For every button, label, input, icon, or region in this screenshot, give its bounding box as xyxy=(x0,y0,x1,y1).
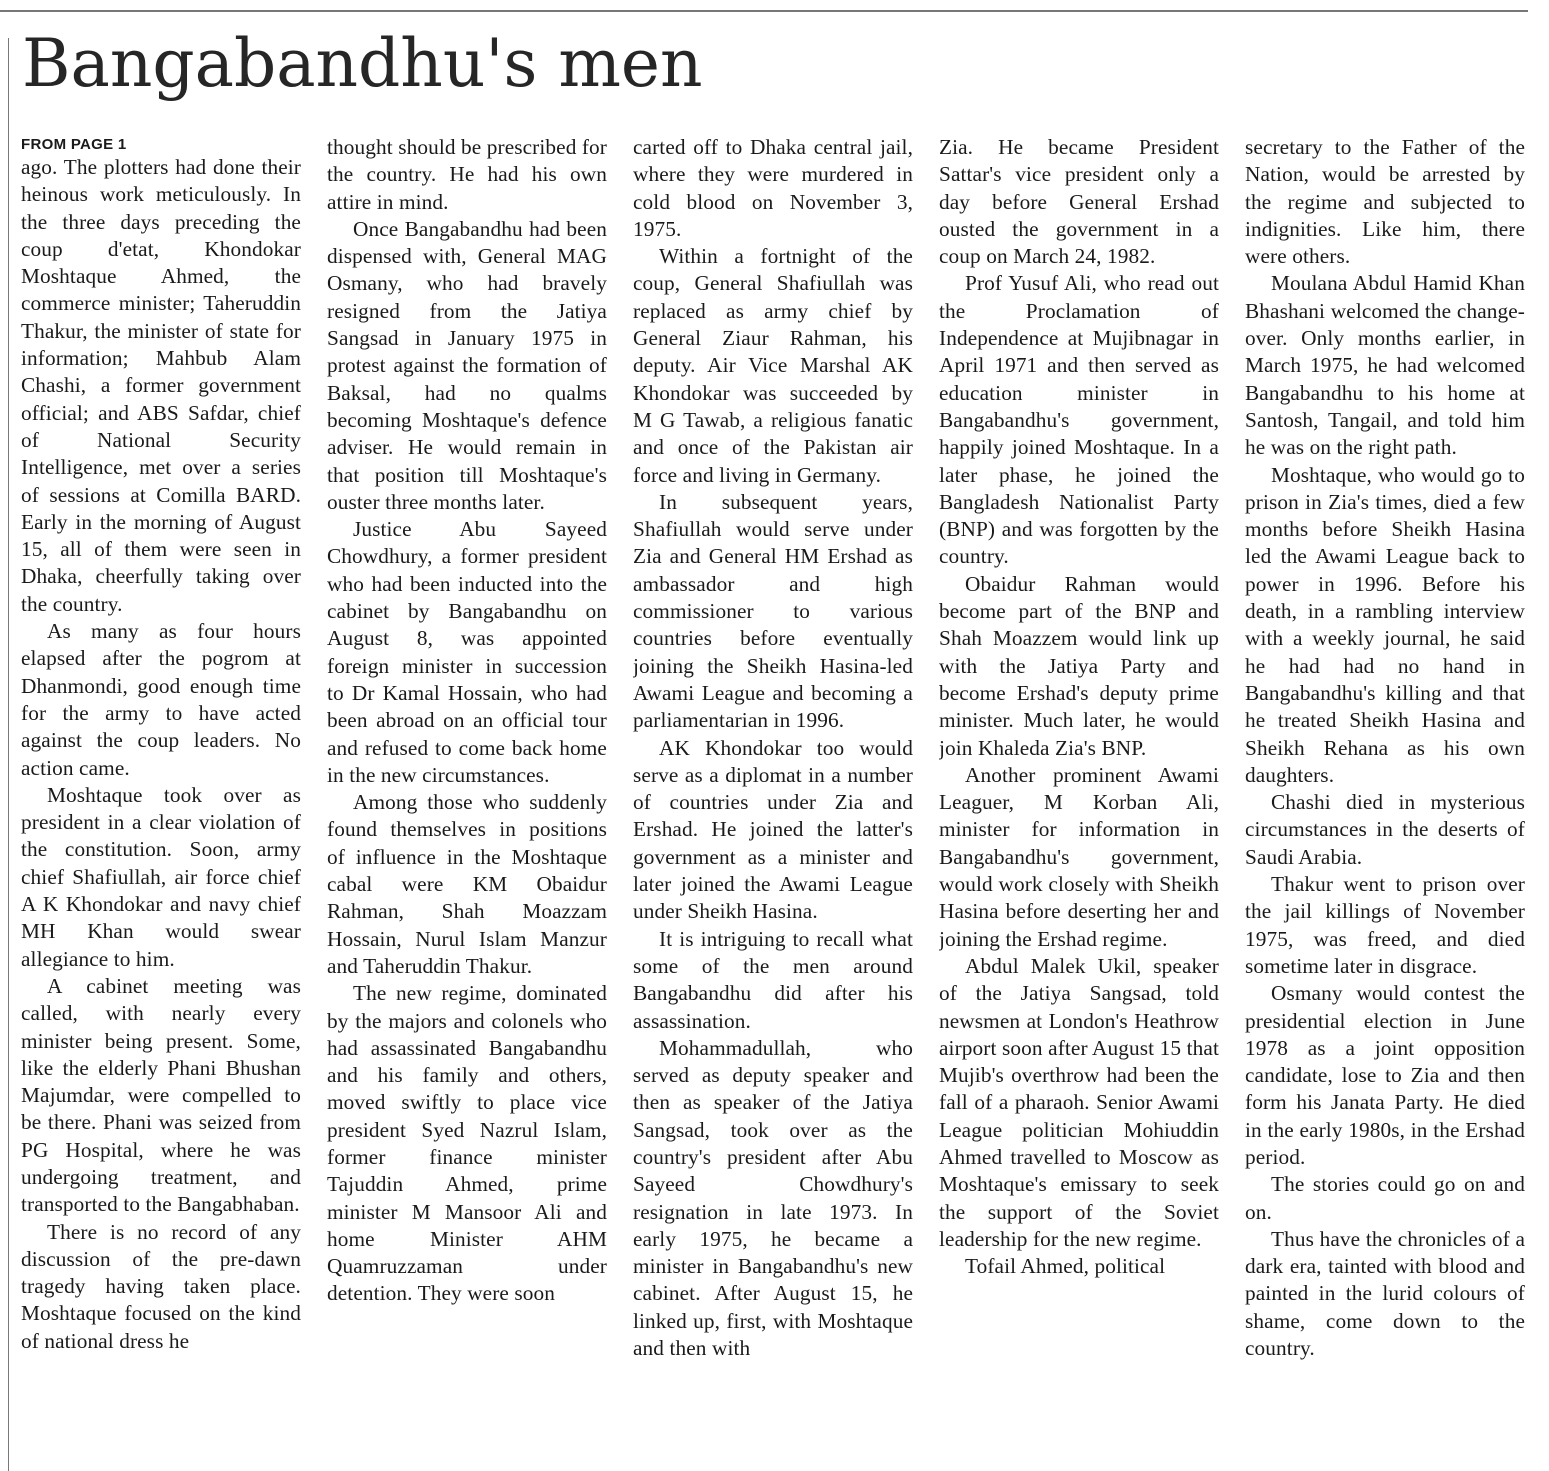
jump-label: FROM PAGE 1 xyxy=(21,136,127,153)
paragraph: A cabinet meeting was called, with nearly every minister being present. Some, like the elderly Phani Bhushan Majumdar, were compelled to be there. Phani was seized from PG Hospital, where he was undergoing treatment, and transported to the Bangabhaban. xyxy=(21,973,301,1217)
paragraph: Moulana Abdul Hamid Khan Bhashani welcomed the change-over. Only months earlier, in March 1975, he had welcomed Bangabandhu to his home at Santosh, Tangail, and told him he was on the right path. xyxy=(1245,271,1525,460)
paragraph: Obaidur Rahman would become part of the BNP and Shah Moazzem would link up with the Jatiya Party and become Ershad's deputy prime minister. Much later, he would join Khaleda Zia's BNP. xyxy=(939,571,1219,760)
article-column-3 xyxy=(633,134,913,1471)
paragraph: Moshtaque took over as president in a clear violation of the constitution. Soon, army chief Shafiullah, air force chief A K Khondokar and navy chief MH Khan would swear allegiance to him. xyxy=(21,782,301,971)
article-body xyxy=(21,134,1528,1471)
article-column-1 xyxy=(21,134,301,1471)
article-column-2 xyxy=(327,134,607,1471)
paragraph: Zia. He became President Sattar's vice president only a day before General Ershad ousted the government in a coup on March 24, 1982. xyxy=(939,135,1219,269)
paragraph: Osmany would contest the presidential election in June 1978 as a joint opposition candidate, lose to Zia and then form his Janata Party. He died in the early 1980s, in the Ershad period. xyxy=(1245,981,1525,1169)
paragraph: ago. The plotters had done their heinous work meticulously. In the three days preceding the coup d'etat, Khondokar Moshtaque Ahmed, the commerce minister; Taheruddin Thakur, the minister of state for information; Mahbub Alam Chashi, a former government official; and ABS Safdar, chief of National Security Intelligence, met over a series of sessions at Comilla BARD. Early in the morning of August 15, all of them were seen in Dhaka, cheerfully taking over the country. xyxy=(21,155,301,616)
headline: Bangabandhu's men xyxy=(22,25,703,102)
paragraph: Among those who suddenly found themselves in positions of influence in the Moshtaque cabal were KM Obaidur Rahman, Shah Moazzam Hossain, Nurul Islam Manzur and Taheruddin Thakur. xyxy=(327,790,607,978)
paragraph: Justice Abu Sayeed Chowdhury, a former president who had been inducted into the cabinet by Bangabandhu on August 8, was appointed foreign minister in succession to Dr Kamal Hossain, who had been abroad on an official tour and refused to come back home in the new circumstances. xyxy=(327,517,607,787)
paragraph: There is no record of any discussion of the pre-dawn tragedy having taken place. Moshtaque focused on the kind of national dress he xyxy=(21,1219,301,1353)
paragraph: The new regime, dominated by the majors and colonels who had assassinated Bangabandhu and his family and others, moved swiftly to place vice president Syed Nazrul Islam, former finance minister Tajuddin Ahmed, prime minister M Mansoor Ali and home Minister AHM Quamruzzaman under detention. They were soon xyxy=(327,981,607,1306)
paragraph: In subsequent years, Shafiullah would serve under Zia and General HM Ershad as ambassador and high commissioner to various countries before eventually joining the Sheikh Hasina-led Awami League and becoming a parliamentarian in 1996. xyxy=(633,489,913,733)
paragraph: Moshtaque, who would go to prison in Zia's times, died a few months before Sheikh Hasina led the Awami League back to power in 1996. Before his death, in a rambling interview with a weekly journal, he said he had had no hand in Bangabandhu's killing and that he treated Sheikh Hasina and Sheikh Rehana as his own daughters. xyxy=(1245,462,1525,787)
paragraph: Prof Yusuf Ali, who read out the Proclamation of Independence at Mujibnagar in April 1971 and then served as education minister in Bangabandhu's government, happily joined Moshtaque. In a later phase, he joined the Bangladesh Nationalist Party (BNP) and was forgotten by the country. xyxy=(939,271,1219,569)
paragraph: Chashi died in mysterious circumstances in the deserts of Saudi Arabia. xyxy=(1245,790,1525,869)
article-column-4 xyxy=(939,134,1219,1471)
paragraph: Within a fortnight of the coup, General Shafiullah was replaced as army chief by General Ziaur Rahman, his deputy. Air Vice Marshal AK Khondokar was succeeded by M G Tawab, a religious fanatic and once of the Pakistan air force and living in Germany. xyxy=(633,244,913,487)
paragraph: Tofail Ahmed, political xyxy=(965,1254,1166,1279)
paragraph: Another prominent Awami Leaguer, M Korban Ali, minister for information in Bangabandhu's government, would work closely with Sheikh Hasina before deserting her and joining the Ershad regime. xyxy=(939,762,1219,951)
left-column-rule xyxy=(8,38,9,1471)
paragraph: The stories could go on and on. xyxy=(1245,1172,1525,1224)
paragraph: It is intriguing to recall what some of the men around Bangabandhu did after his assassination. xyxy=(633,926,913,1033)
paragraph: Once Bangabandhu had been dispensed with, General MAG Osmany, who had bravely resigned from the Jatiya Sangsad in January 1975 in protest against the formation of Baksal, had no qualms becoming Moshtaque's defence adviser. He would remain in that position till Moshtaque's ouster three months later. xyxy=(327,216,607,514)
paragraph: Abdul Malek Ukil, speaker of the Jatiya Sangsad, told newsmen at London's Heathrow airport soon after August 15 that Mujib's overthrow had been the fall of a pharaoh. Senior Awami League politician Mohiuddin Ahmed travelled to Moscow as Moshtaque's emissary to seek the support of the Soviet leadership for the new regime. xyxy=(939,953,1219,1251)
paragraph: As many as four hours elapsed after the pogrom at Dhanmondi, good enough time for the army to have acted against the coup leaders. No action came. xyxy=(21,619,301,780)
paragraph: Thus have the chronicles of a dark era, tainted with blood and painted in the lurid colours of shame, come down to the country. xyxy=(1245,1226,1525,1361)
paragraph: AK Khondokar too would serve as a diplomat in a number of countries under Zia and Ershad. He joined the latter's government as a minister and later joined the Awami League under Sheikh Hasina. xyxy=(633,735,913,924)
top-rule xyxy=(0,10,1528,12)
paragraph: thought should be prescribed for the country. He had his own attire in mind. xyxy=(327,135,607,214)
paragraph: secretary to the Father of the Nation, would be arrested by the regime and subjected to indignities. Like him, there were others. xyxy=(1245,135,1525,269)
paragraph: Mohammadullah, who served as deputy speaker and then as speaker of the Jatiya Sangsad, took over as the country's president after Abu Sayeed Chowdhury's resignation in late 1973. In early 1975, he became a minister in Bangabandhu's new cabinet. After August 15, he linked up, first, with Moshtaque and then with xyxy=(633,1035,913,1361)
article-column-5 xyxy=(1245,134,1525,1471)
paragraph: Thakur went to prison over the jail killings of November 1975, was freed, and died sometime later in disgrace. xyxy=(1245,872,1525,978)
paragraph: carted off to Dhaka central jail, where they were murdered in cold blood on November 3, 1975. xyxy=(633,135,913,241)
